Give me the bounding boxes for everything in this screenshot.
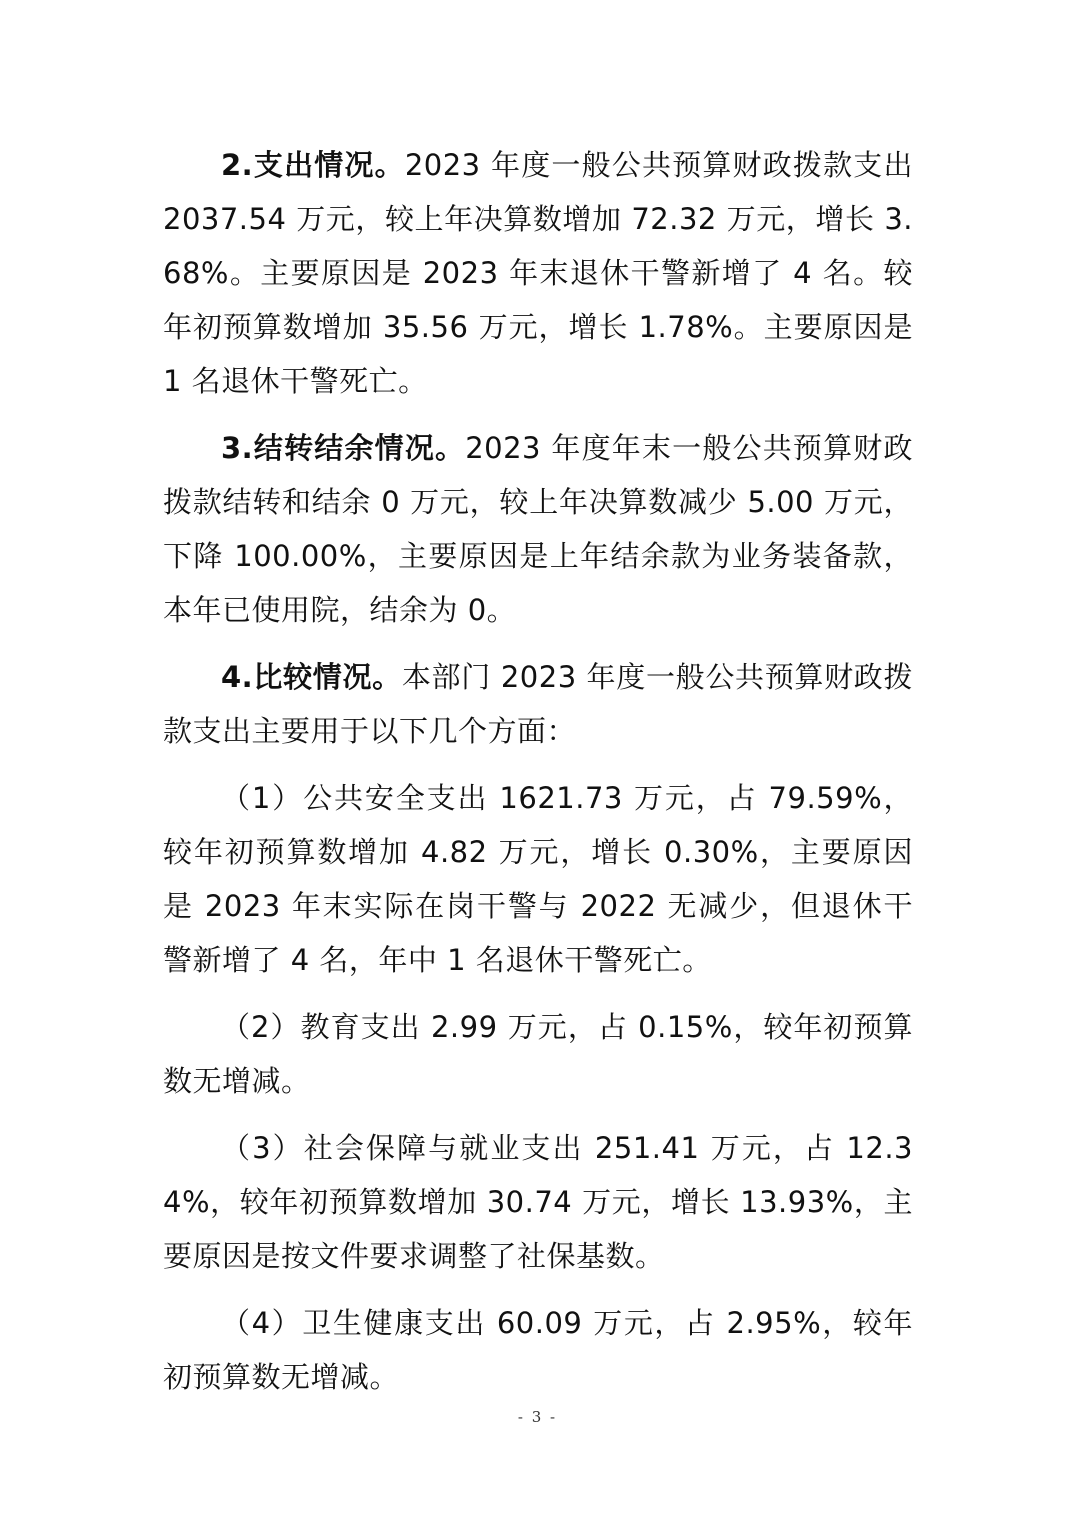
document-body (163, 138, 913, 1417)
paragraph-heading: 4.比较情况。 (221, 660, 402, 694)
paragraph-text: 本部门 2023 年度一般公共预算财政拨款支出主要用于以下几个方面： (163, 660, 913, 748)
paragraph-health (163, 1296, 913, 1404)
paragraph-public-safety (163, 771, 913, 987)
paragraph-expenditure (163, 138, 913, 408)
paragraph-carryover (163, 421, 913, 637)
paragraph-education (163, 1000, 913, 1108)
paragraph-heading: 3.结转结余情况。 (221, 431, 466, 465)
paragraph-text: （2）教育支出 2.99 万元，占 0.15%，较年初预算数无增减。 (163, 1010, 913, 1098)
paragraph-text: 2023 年度年末一般公共预算财政拨款结转和结余 0 万元，较上年决算数减少 5.00 万元，下降 100.00%，主要原因是上年结余款为业务装备款，本年已使用院，结余为 0。 (163, 431, 913, 627)
paragraph-text: 2023 年度一般公共预算财政拨款支出 2037.54 万元，较上年决算数增加 72.32 万元，增长 3.68%。主要原因是 2023 年末退休干警新增了 4 名。较年初预算数增加 35.56 万元，增长 1.78%。主要原因是 1 名退休干警死亡。 (163, 148, 913, 398)
paragraph-social-security (163, 1121, 913, 1283)
paragraph-comparison (163, 650, 913, 758)
paragraph-text: （3）社会保障与就业支出 251.41 万元，占 12.34%，较年初预算数增加 30.74 万元，增长 13.93%，主要原因是按文件要求调整了社保基数。 (163, 1131, 913, 1273)
page-number: - 3 - (517, 1408, 558, 1426)
paragraph-text: （4）卫生健康支出 60.09 万元，占 2.95%，较年初预算数无增减。 (163, 1306, 913, 1394)
paragraph-text: （1）公共安全支出 1621.73 万元，占 79.59%，较年初预算数增加 4.82 万元，增长 0.30%，主要原因是 2023 年末实际在岗干警与 2022 无减少，但退休干警新增了 4 名，年中 1 名退休干警死亡。 (163, 781, 913, 977)
paragraph-heading: 2.支出情况。 (221, 148, 405, 182)
